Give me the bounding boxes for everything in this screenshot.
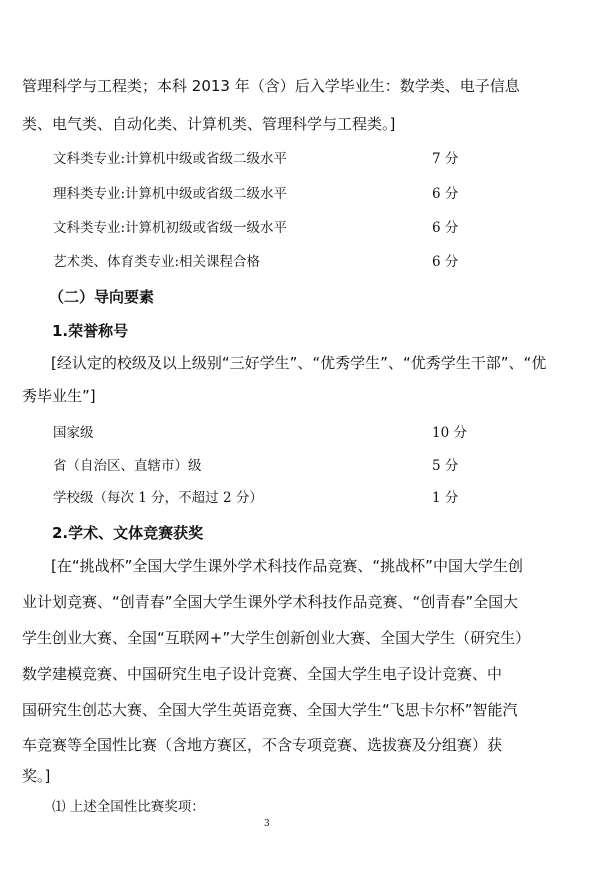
honor-level-score: 1 分 (432, 490, 459, 506)
intro-line-1: 管理科学与工程类；本科 2013 年（含）后入学毕业生：数学类、电子信息 (22, 77, 520, 95)
computer-score-label: 文科类专业:计算机中级或省级二级水平 (53, 151, 288, 167)
competition-description-line: [在“挑战杯”全国大学生课外学术科技作品竞赛、“挑战杯”中国大学生创 (51, 557, 523, 575)
honor-level-label: 省（自治区、直辖市）级 (53, 458, 202, 474)
section-heading: （二）导向要素 (49, 288, 155, 306)
subsection-heading: 2.学术、文体竞赛获奖 (52, 524, 204, 542)
competition-description-line: 学生创业大赛、全国“互联网+”大学生创新创业大赛、全国大学生（研究生） (22, 629, 531, 647)
computer-score-label: 文科类专业:计算机初级或省级一级水平 (53, 220, 288, 236)
honor-level-label: 学校级（每次 1 分，不超过 2 分） (53, 490, 263, 506)
honor-level-label: 国家级 (53, 425, 94, 441)
computer-score-label: 艺术类、体育类专业:相关课程合格 (53, 254, 261, 270)
honor-level-score: 10 分 (432, 425, 467, 441)
competition-description-line: 业计划竞赛、“创青春”全国大学生课外学术科技作品竞赛、“创青春”全国大 (22, 593, 519, 611)
competition-description-line: 奖。] (22, 767, 51, 785)
computer-score-value: 6 分 (432, 186, 459, 202)
competition-description-line: 车竞赛等全国性比赛（含地方赛区，不含专项竞赛、选拔赛及分组赛）获 (22, 736, 503, 754)
subsection-heading: 1.荣誉称号 (52, 322, 129, 340)
award-item-heading: ⑴ 上述全国性比赛奖项： (52, 799, 205, 815)
page-number: 3 (264, 819, 270, 829)
honor-level-score: 5 分 (432, 458, 459, 474)
computer-score-label: 理科类专业:计算机中级或省级二级水平 (53, 186, 288, 202)
competition-description-line: 数学建模竞赛、中国研究生电子设计竞赛、全国大学生电子设计竞赛、中 (22, 665, 503, 683)
competition-description-line: 国研究生创芯大赛、全国大学生英语竞赛、全国大学生“飞思卡尔杯”智能汽 (22, 701, 518, 719)
computer-score-value: 6 分 (432, 220, 459, 236)
honor-description-line-2: 秀毕业生”] (22, 387, 96, 405)
intro-line-2: 类、电气类、自动化类、计算机类、管理科学与工程类。] (22, 115, 396, 133)
computer-score-value: 7 分 (432, 151, 459, 167)
honor-description-line-1: [经认定的校级及以上级别“三好学生”、“优秀学生”、“优秀学生干部”、“优 (51, 354, 547, 372)
computer-score-value: 6 分 (432, 254, 459, 270)
